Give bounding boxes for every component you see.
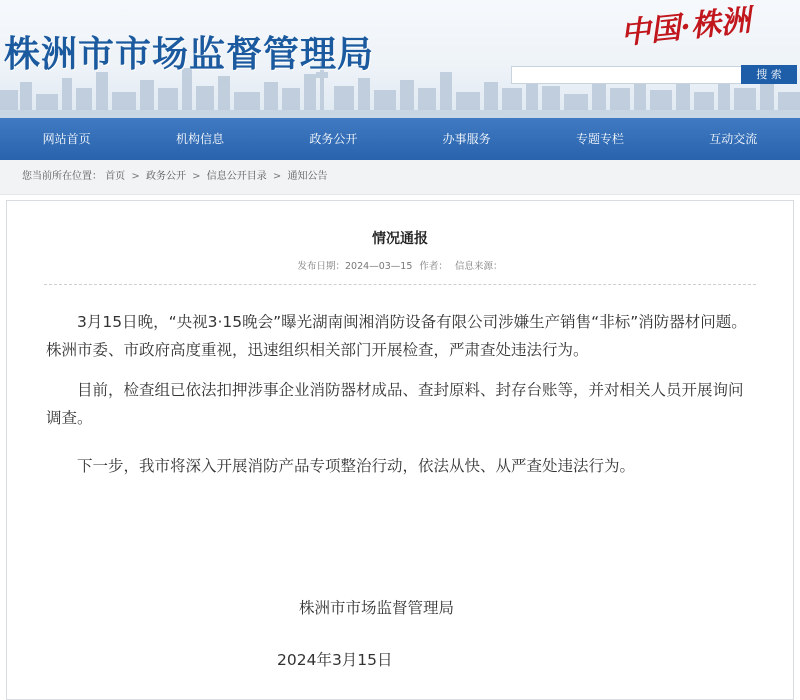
search-button[interactable]: 搜 索 [741,65,797,84]
article-container [6,200,794,700]
publish-date: 发布日期：2024—03—15 [297,261,413,272]
nav-item-government-affairs[interactable]: 政务公开 [309,132,358,146]
article-paragraph: 目前，检查组已依法扣押涉事企业消防器材成品、查封原料、封存台账等，并对相关人员开展询问调查。 [46,381,744,427]
breadcrumb-home[interactable]: 首页 [105,171,126,182]
article-title: 情况通报 [372,231,428,247]
nav-item-special-topics[interactable]: 专题专栏 [575,132,624,146]
site-title: 株洲市市场监督管理局 [4,33,375,75]
nav-item-services[interactable]: 办事服务 [442,132,491,146]
nav-item-organization[interactable]: 机构信息 [175,132,224,146]
breadcrumb-government-affairs[interactable]: 政务公开 [145,171,186,182]
breadcrumb-separator: > [131,171,140,182]
breadcrumb-separator: > [192,171,201,182]
city-logo: 中国·株洲 [618,3,753,52]
author-field: 作者： [419,261,448,272]
issuer-signature: 株洲市市场监督管理局 [299,599,455,617]
breadcrumb-bar [0,160,800,195]
article-meta [0,258,800,272]
main-nav [0,118,800,160]
article-paragraph: 下一步，我市将深入开展消防产品专项整治行动，依法从快、从严查处违法行为。 [77,457,636,475]
issue-date: 2024年3月15日 [277,651,393,669]
breadcrumb-separator: > [272,171,282,182]
nav-item-interaction[interactable]: 互动交流 [709,132,758,146]
breadcrumb-prefix: 您当前所在位置： [22,171,102,182]
title-divider [44,284,756,285]
article-paragraph: 3月15日晚，“央视3·15晚会”曝光湖南闽湘消防设备有限公司涉嫌生产销售“非标”消防器材问题。株洲市委、市政府高度重视，迅速组织相关部门开展检查，严肃查处违法行为。 [46,313,747,359]
breadcrumb-info-catalog[interactable]: 信息公开目录 [206,171,267,182]
breadcrumb-notices[interactable]: 通知公告 [287,171,328,182]
site-header [0,0,800,118]
nav-item-home[interactable]: 网站首页 [42,132,91,146]
breadcrumb [22,160,327,194]
source-field: 信息来源： [454,261,503,272]
search-input[interactable] [511,66,745,84]
